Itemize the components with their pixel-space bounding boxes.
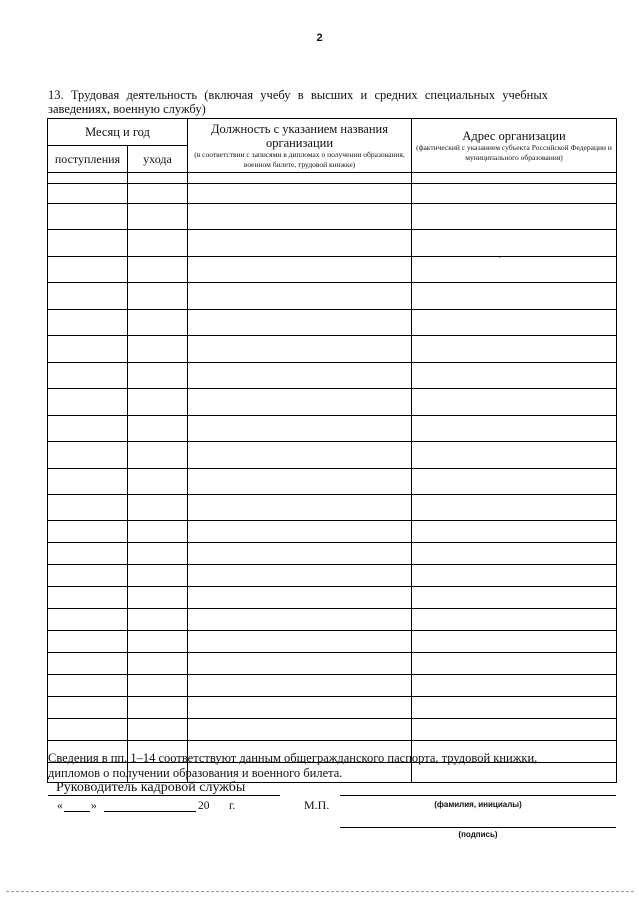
name-line[interactable] [340,795,616,796]
position-cell[interactable] [188,697,412,719]
position-cell[interactable] [188,495,412,521]
table-row [48,416,617,442]
start-date-header: поступления [48,146,128,173]
end-date-cell[interactable] [128,675,188,697]
end-date-cell[interactable] [128,184,188,204]
position-cell[interactable] [188,230,412,257]
position-cell[interactable] [188,653,412,675]
end-date-cell[interactable] [128,565,188,587]
stamp-label: М.П. [304,798,330,812]
end-date-cell[interactable] [128,283,188,310]
start-date-cell[interactable] [48,631,128,653]
table-row [48,697,617,719]
section-title: 13. Трудовая деятельность (включая учебу в высших и средних специальных учебных заведениях, военную службу) [48,88,548,116]
address-cell[interactable] [412,495,617,521]
signer-title-line [48,781,280,796]
start-date-cell[interactable] [48,719,128,741]
position-cell[interactable] [188,204,412,230]
position-cell[interactable] [188,609,412,631]
table-row [48,631,617,653]
table-row [48,609,617,631]
address-cell[interactable] [412,389,617,416]
start-date-cell[interactable] [48,363,128,389]
end-date-cell[interactable] [128,257,188,283]
start-date-cell[interactable] [48,173,128,184]
date-close-quote: » [91,800,97,812]
scan-artifact [499,257,500,258]
table-row [48,204,617,230]
address-cell[interactable] [412,257,617,283]
address-cell[interactable] [412,283,617,310]
end-date-cell[interactable] [128,416,188,442]
start-date-cell[interactable] [48,697,128,719]
address-cell[interactable] [412,565,617,587]
table-row [48,230,617,257]
start-date-cell[interactable] [48,469,128,495]
table-row [48,283,617,310]
address-cell[interactable] [412,675,617,697]
signer-title: Руководитель кадровой службы [56,780,246,795]
address-column-header [412,119,617,173]
address-cell[interactable] [412,543,617,565]
start-date-cell[interactable] [48,389,128,416]
end-date-cell[interactable] [128,469,188,495]
table-row [48,675,617,697]
end-date-cell[interactable] [128,587,188,609]
address-cell[interactable] [412,336,617,363]
end-date-cell[interactable] [128,389,188,416]
position-cell[interactable] [188,310,412,336]
position-cell[interactable] [188,173,412,184]
address-cell[interactable] [412,609,617,631]
position-cell[interactable] [188,416,412,442]
table-row [48,363,617,389]
date-year-prefix: 20 [198,800,210,812]
position-cell[interactable] [188,363,412,389]
end-date-cell[interactable] [128,204,188,230]
end-date-cell[interactable] [128,363,188,389]
address-cell[interactable] [412,631,617,653]
start-date-cell[interactable] [48,416,128,442]
end-date-cell[interactable] [128,653,188,675]
table-row [48,521,617,543]
start-date-cell[interactable] [48,336,128,363]
end-date-cell[interactable] [128,719,188,741]
table-row [48,389,617,416]
start-date-cell[interactable] [48,184,128,204]
position-cell[interactable] [188,283,412,310]
start-date-cell[interactable] [48,283,128,310]
address-column-title: Адрес организации [462,129,566,143]
start-date-cell[interactable] [48,495,128,521]
start-date-cell[interactable] [48,609,128,631]
end-date-cell[interactable] [128,495,188,521]
address-cell[interactable] [412,173,617,184]
address-column-note: (фактический с указанием субъекта Российской Федерации и муниципального образования) [416,143,612,162]
table-row [48,310,617,336]
signature-line[interactable] [340,827,616,828]
address-cell[interactable] [412,310,617,336]
date-day-blank[interactable] [64,811,90,812]
start-date-cell[interactable] [48,653,128,675]
position-column-title: Должность с указанием названия организации [211,122,388,150]
position-cell[interactable] [188,675,412,697]
end-date-cell[interactable] [128,442,188,469]
table-row [48,184,617,204]
end-date-cell[interactable] [128,609,188,631]
address-cell[interactable] [412,521,617,543]
position-column-note: (в соответствии с записями в дипломах о получении образования, военном билете, трудовой книжке) [194,150,405,169]
end-date-cell[interactable] [128,173,188,184]
end-date-cell[interactable] [128,521,188,543]
work-history-table [47,118,617,783]
table-row [48,336,617,363]
position-cell[interactable] [188,257,412,283]
end-date-cell[interactable] [128,230,188,257]
page-number: 2 [316,32,323,44]
position-cell[interactable] [188,719,412,741]
position-cell[interactable] [188,336,412,363]
start-date-cell[interactable] [48,310,128,336]
position-cell[interactable] [188,184,412,204]
position-cell[interactable] [188,469,412,495]
scan-bottom-border [6,891,634,892]
name-caption: (фамилия, инициалы) [434,800,522,809]
address-cell[interactable] [412,416,617,442]
table-row [48,543,617,565]
address-cell[interactable] [412,363,617,389]
signature-caption: (подпись) [458,830,498,839]
position-cell[interactable] [188,389,412,416]
position-column-header [188,119,412,173]
start-date-cell[interactable] [48,521,128,543]
address-cell[interactable] [412,442,617,469]
position-cell[interactable] [188,543,412,565]
date-open-quote: « [57,800,63,812]
table-row [48,257,617,283]
table-body [48,173,617,783]
address-cell[interactable] [412,653,617,675]
table-row [48,173,617,184]
position-cell[interactable] [188,587,412,609]
address-cell[interactable] [412,469,617,495]
address-cell[interactable] [412,697,617,719]
verification-note: Сведения в пп. 1–14 соответствуют данным общегражданского паспорта, трудовой книжки, дипломов о получении образования и военного билета. [48,751,538,780]
address-cell[interactable] [412,587,617,609]
date-month-blank[interactable] [104,811,196,812]
start-date-cell[interactable] [48,257,128,283]
start-date-cell[interactable] [48,543,128,565]
address-cell[interactable] [412,230,617,257]
start-date-cell[interactable] [48,442,128,469]
table-row [48,565,617,587]
end-date-cell[interactable] [128,543,188,565]
end-date-header: ухода [128,146,188,173]
end-date-cell[interactable] [128,697,188,719]
date-year-suffix: г. [229,800,236,812]
table-row [48,587,617,609]
end-date-cell[interactable] [128,336,188,363]
start-date-cell[interactable] [48,565,128,587]
position-cell[interactable] [188,521,412,543]
table-row [48,469,617,495]
end-date-cell[interactable] [128,631,188,653]
table-row [48,653,617,675]
position-cell[interactable] [188,565,412,587]
position-cell[interactable] [188,442,412,469]
address-cell[interactable] [412,184,617,204]
start-date-cell[interactable] [48,587,128,609]
position-cell[interactable] [188,631,412,653]
end-date-cell[interactable] [128,310,188,336]
table-row [48,495,617,521]
address-cell[interactable] [412,719,617,741]
table-row [48,719,617,741]
start-date-cell[interactable] [48,204,128,230]
date-column-header: Месяц и год [48,119,188,146]
address-cell[interactable] [412,204,617,230]
start-date-cell[interactable] [48,230,128,257]
table-row [48,442,617,469]
start-date-cell[interactable] [48,675,128,697]
